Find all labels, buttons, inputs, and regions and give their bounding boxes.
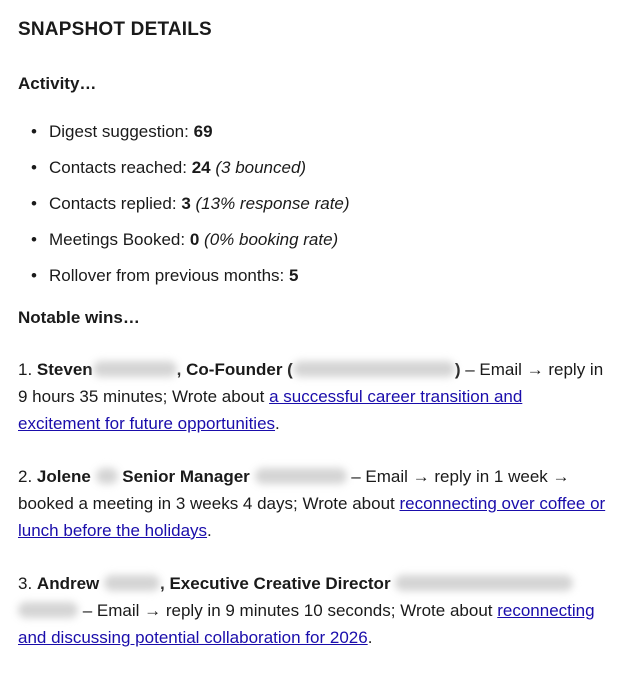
win-number: 3. — [18, 574, 33, 593]
bullet-icon: • — [31, 158, 37, 177]
win-detail: – Email → reply in 9 hours 35 minutes; Wrote about — [18, 360, 604, 406]
metric-value: 24 — [191, 158, 211, 177]
activity-list — [18, 121, 608, 287]
metric-label: Meetings Booked: — [49, 230, 186, 249]
bullet-icon: • — [31, 194, 37, 213]
win-item — [18, 570, 608, 651]
metric-note: (3 bounced) — [215, 158, 307, 177]
list-item-rollover — [18, 265, 608, 287]
win-end: . — [207, 521, 212, 540]
redacted-company — [293, 361, 455, 377]
win-item — [18, 356, 608, 437]
win-topic-link[interactable]: reconnecting over coffee or lunch before the holidays — [18, 494, 606, 540]
notable-wins-heading: Notable wins… — [18, 308, 140, 327]
contact-name: Steven — [36, 360, 93, 379]
win-topic-link[interactable]: reconnecting and discussing potential collaboration for 2026 — [18, 601, 595, 647]
win-end: . — [367, 628, 373, 647]
activity-heading: Activity… — [18, 74, 97, 93]
bullet-icon: • — [31, 266, 37, 285]
bullet-icon: • — [31, 122, 37, 141]
metric-label: Digest suggestion: — [49, 122, 189, 141]
win-detail: – Email → reply in 9 minutes 10 seconds; Wrote about — [78, 601, 498, 620]
list-item-digest-suggestion — [18, 121, 608, 143]
bullet-icon: • — [31, 230, 37, 249]
page-title: SNAPSHOT DETAILS — [18, 19, 212, 40]
redacted-surname — [93, 361, 177, 377]
contact-role: , Co-Founder ( — [176, 360, 293, 379]
metric-note: (13% response rate) — [195, 194, 350, 213]
contact-role-close: ) — [454, 360, 461, 379]
contact-role: , Executive Creative Director — [160, 574, 391, 593]
metric-value: 3 — [181, 194, 191, 213]
contact-role: Senior Manager — [122, 467, 250, 486]
win-number: 2. — [18, 467, 33, 486]
metric-label: Contacts replied: — [49, 194, 177, 213]
win-item — [18, 463, 608, 544]
win-end: . — [275, 414, 280, 433]
list-item-contacts-reached — [18, 157, 608, 179]
metric-label: Contacts reached: — [49, 158, 187, 177]
metric-label: Rollover from previous months: — [49, 266, 285, 285]
redacted-company — [255, 468, 347, 484]
list-item-meetings-booked — [18, 229, 608, 251]
win-detail: – Email → reply in 1 week → booked a meeting in 3 weeks 4 days; Wrote about — [18, 467, 570, 513]
metric-value: 69 — [193, 122, 213, 141]
redacted-company-cont — [18, 602, 78, 618]
list-item-contacts-replied — [18, 193, 608, 215]
redacted-surname — [96, 468, 118, 484]
win-topic-link[interactable]: a successful career transition and excitement for future opportunities — [18, 387, 523, 433]
redacted-company — [395, 575, 573, 591]
metric-value: 5 — [289, 266, 299, 285]
contact-name: Andrew — [36, 574, 100, 593]
redacted-surname — [104, 575, 160, 591]
win-number: 1. — [18, 360, 33, 379]
contact-name: Jolene — [36, 467, 91, 486]
metric-value: 0 — [189, 230, 200, 249]
metric-note: (0% booking rate) — [204, 230, 339, 249]
snapshot-email-body — [18, 18, 608, 668]
